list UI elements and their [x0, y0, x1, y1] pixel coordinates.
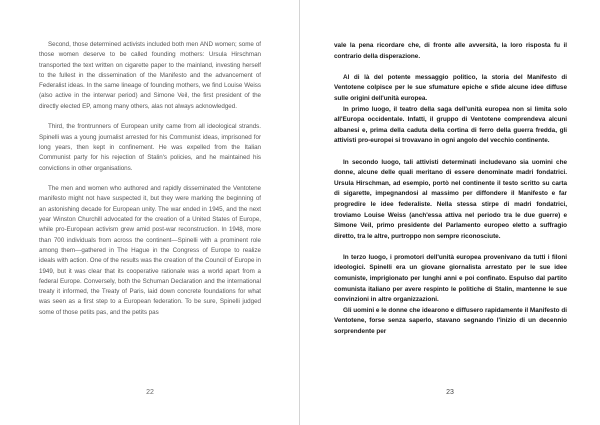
paragraph: In secondo luogo, tali attivisti determinati includevano sia uomini che donne, alcune delle quali meritano di essere denominate madri fondatrici. Ursula Hirschman, ad esempio, portò nel continente il testo scritto su carta di sigarette, impegnandosi al massimo per diffondere il Manifesto e far progredire le idee federaliste. Nella stessa stirpe di madri fondatrici, troviamo Louise Weiss (anch'essa attiva nel periodo tra le due guerre) e Simone Veil, primo presidente del Parlamento europeo eletto a suffragio diretto, tra le altre, purtroppo non sempre riconosciute.	[334, 158, 567, 240]
left-page-body	[39, 40, 261, 318]
right-page-body	[334, 41, 567, 338]
page-number: 22	[146, 389, 154, 396]
paragraph: The men and women who authored and rapidly disseminated the Ventotene manifesto might not have suspected it, but they were marking the beginning of an astonishing decade for European unity. The war ended in 1945, and the next year Winston Churchill advocated for the creation of a United States of Europe, while pro-European activism grew amid post-war reconstruction. In 1948, more than 700 individuals from across the continent—Spinelli with a prominent role among them—gathered in The Hague in the Congress of Europe to realize ideals with action. One of the results was the creation of the Council of Europe in 1949, but it was clear that its cooperative rationale was a world apart from a federal Europe. Conversely, both the Schuman Declaration and the international treaty it informed, the Treaty of Paris, laid down concrete foundations for what was seen as a first step to a European federation. To be sure, Spinelli judged some of those petits pas, and the petits pas	[39, 185, 261, 316]
paragraph: vale la pena ricordare che, di fronte alle avversità, la loro risposta fu il contrario della disperazione.	[334, 42, 567, 60]
paragraph: Third, the frontrunners of European unity came from all ideological strands. Spinelli was a young journalist arrested for his Communist ideas, imprisoned for long years, then kept in confinement. He was expelled from the Italian Communist party for his rejection of Stalin's policies, and he maintained his convictions in other organisations.	[39, 123, 261, 172]
paragraph: Second, those determined activists included both men AND women; some of those women deserve to be called founding mothers: Ursula Hirschman transported the text written on cigarette paper to the mainland, investing herself to the fullest in the dissemination of the Manifesto and the advancement of Federalist ideas. In the same lineage of founding mothers, we find Louise Weiss (also active in the interwar period) and Simone Veil, the first president of the directly elected EP, among many others, alas not always acknowledged.	[39, 41, 261, 110]
paragraph: Gli uomini e le donne che idearono e diffusero rapidamente il Manifesto di Ventotene, forse senza saperlo, stavano segnando l'inizio di un decennio sorprendente per	[334, 306, 567, 336]
right-page	[300, 0, 600, 425]
paragraph: In terzo luogo, i promotori dell'unità europea provenivano da tutti i filoni ideologici. Spinelli era un giovane giornalista arrestato per le sue idee comuniste, imprigionato per lunghi anni e poi confinato. Espulso dal partito comunista italiano per avere respinto le politiche di Stalin, mantenne le sue convinzioni in altre organizzazioni.	[334, 253, 567, 304]
paragraph: In primo luogo, il teatro della saga dell'unità europea non si limita solo all'Europa occidentale. Infatti, il gruppo di Ventotene comprendeva alcuni albanesi e, prima della caduta della cortina di ferro della guerra fredda, gli attivisti pro-europei si trovavano in ogni angolo del vecchio continente.	[334, 105, 567, 145]
page-number: 23	[446, 389, 454, 396]
paragraph: Al di là del potente messaggio politico, la storia del Manifesto di Ventotene colpisce per le sue sfumature epiche e sfide alcune idee diffuse sulle origini dell'unità europea.	[334, 73, 567, 102]
